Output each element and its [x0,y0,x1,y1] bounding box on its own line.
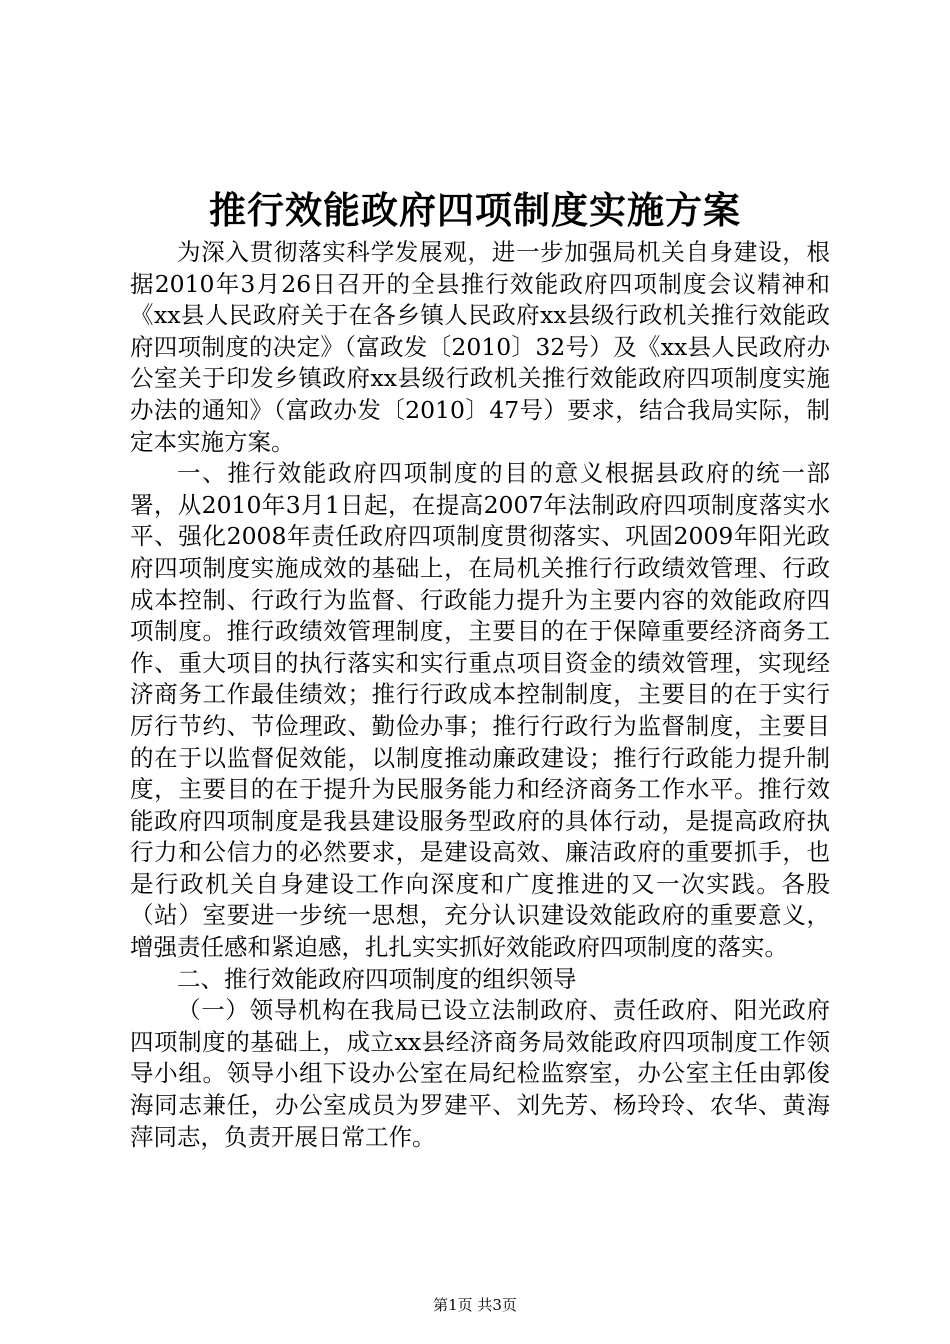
document-body [130,237,830,1153]
paragraph-section-2-heading: 二、推行效能政府四项制度的组织领导 [177,964,577,993]
paragraph-subsection-1: （一）领导机构在我局已设立法制政府、责任政府、阳光政府四项制度的基础上，成立xx县经济商务局效能政府四项制度工作领导小组。领导小组下设办公室在局纪检监察室，办公室主任由郭俊海同志兼任，办公室成员为罗建平、刘先芳、杨玲玲、农华、黄海萍同志，负责开展日常工作。 [130,996,830,1151]
page-footer: 第1页 共3页 [433,1296,517,1314]
paragraph-intro: 为深入贯彻落实科学发展观，进一步加强局机关自身建设，根据2010年3月26日召开的全县推行效能政府四项制度会议精神和《xx县人民政府关于在各乡镇人民政府xx县级行政机关推行效能政府四项制度的决定》（富政发〔2010〕32号）及《xx县人民政府办公室关于印发乡镇政府xx县级行政机关推行效能政府四项制度实施办法的通知》（富政办发〔2010〕47号）要求，结合我局实际，制定本实施方案。 [130,238,830,456]
document-title: 推行效能政府四项制度实施方案 [209,188,741,232]
paragraph-section-1: 一、推行效能政府四项制度的目的意义根据县政府的统一部署，从2010年3月1日起，在提高2007年法制政府四项制度落实水平、强化2008年责任政府四项制度贯彻落实、巩固2009年阳光政府四项制度实施成效的基础上，在局机关推行行政绩效管理、行政成本控制、行政行为监督、行政能力提升为主要内容的效能政府四项制度。推行政绩效管理制度，主要目的在于保障重要经济商务工作、重大项目的执行落实和实行重点项目资金的绩效管理，实现经济商务工作最佳绩效；推行行政成本控制制度，主要目的在于实行厉行节约、节俭理政、勤俭办事；推行行政行为监督制度，主要目的在于以监督促效能，以制度推动廉政建设；推行行政能力提升制度，主要目的在于提升为民服务能力和经济商务工作水平。推行效能政府四项制度是我县建设服务型政府的具体行动，是提高政府执行力和公信力的必然要求，是建设高效、廉洁政府的重要抓手，也是行政机关自身建设工作向深度和广度推进的又一次实践。各股（站）室要进一步统一思想，充分认识建设效能政府的重要意义，增强责任感和紧迫感，扎扎实实抓好效能政府四项制度的落实。 [130,459,830,962]
